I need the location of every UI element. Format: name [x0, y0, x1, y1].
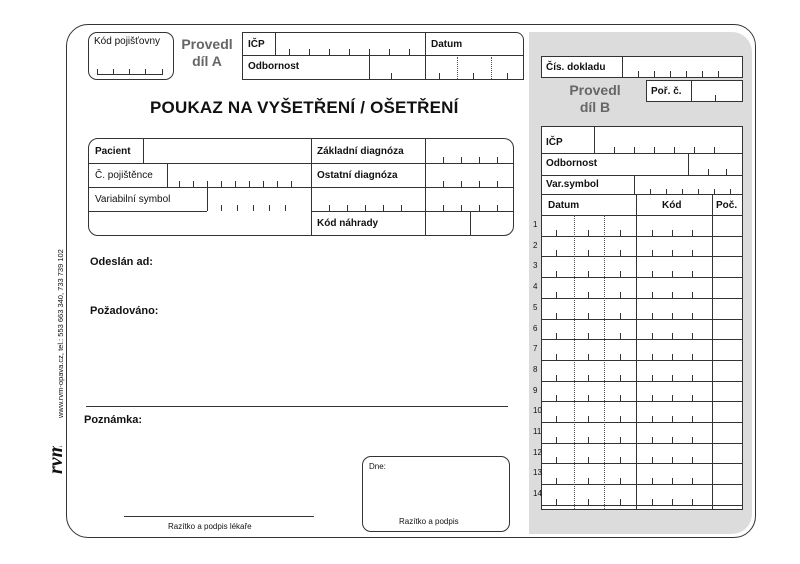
row-tick: [620, 375, 621, 381]
row-tick: [556, 271, 557, 277]
b-kod-header: Kód: [662, 200, 682, 211]
row-tick: [588, 250, 589, 256]
row-tick: [620, 499, 621, 505]
table-row-line: [542, 463, 742, 464]
row-number: 12: [533, 447, 542, 457]
icp-datum-grid: [242, 32, 524, 80]
por-c-label: Poř. č.: [651, 86, 682, 97]
row-number: 10: [533, 406, 542, 416]
row-tick: [652, 333, 653, 339]
row-tick: [556, 230, 557, 236]
pozadovano-label: Požadováno:: [90, 305, 159, 317]
row-tick: [672, 416, 673, 422]
provedl-a: [176, 36, 238, 70]
row-tick: [588, 478, 589, 484]
row-number: 4: [533, 282, 538, 292]
variabilni-symbol-label: Variabilní symbol: [95, 194, 171, 205]
zakladni-diagnoza-label: Základní diagnóza: [317, 146, 404, 157]
razitko-label: Razítko a podpis: [399, 517, 459, 526]
row-number: 9: [533, 385, 538, 395]
row-tick: [652, 395, 653, 401]
row-tick: [588, 313, 589, 319]
row-tick: [588, 375, 589, 381]
row-tick: [620, 354, 621, 360]
row-tick: [588, 230, 589, 236]
row-tick: [652, 313, 653, 319]
row-tick: [620, 313, 621, 319]
row-tick: [620, 230, 621, 236]
row-tick: [692, 271, 693, 277]
stamp-box[interactable]: [362, 456, 510, 532]
c-pojistence-label: Č. pojištěnce: [95, 170, 153, 181]
row-tick: [620, 333, 621, 339]
b-odbornost-label: Odbornost: [546, 158, 598, 169]
table-row-line: [542, 401, 742, 402]
row-tick: [672, 478, 673, 484]
row-tick: [672, 375, 673, 381]
svg-text:rvm: rvm: [45, 446, 67, 474]
row-tick: [620, 395, 621, 401]
row-tick: [692, 457, 693, 463]
row-tick: [652, 437, 653, 443]
row-tick: [692, 354, 693, 360]
row-tick: [692, 416, 693, 422]
row-tick: [556, 292, 557, 298]
row-tick: [652, 478, 653, 484]
row-tick: [672, 313, 673, 319]
row-tick: [652, 354, 653, 360]
por-c-box[interactable]: [646, 80, 743, 102]
odbornost-label: Odbornost: [248, 61, 300, 72]
row-tick: [588, 292, 589, 298]
row-tick: [672, 437, 673, 443]
cis-dokladu-box[interactable]: [541, 56, 743, 78]
row-number: 7: [533, 344, 538, 354]
row-tick: [556, 313, 557, 319]
separator-line: [86, 406, 508, 407]
row-tick: [556, 375, 557, 381]
row-tick: [652, 457, 653, 463]
row-number: 14: [533, 489, 542, 499]
poznamka-label: Poznámka:: [84, 414, 143, 426]
row-tick: [620, 250, 621, 256]
ostatni-diagnoza-label: Ostatní diagnóza: [317, 170, 398, 181]
table-row-line: [542, 256, 742, 257]
row-number: 2: [533, 240, 538, 250]
b-poc-header: Poč.: [716, 200, 738, 211]
table-row-line: [542, 505, 742, 506]
cis-dokladu-label: Čís. dokladu: [546, 62, 606, 73]
row-tick: [620, 437, 621, 443]
row-tick: [672, 230, 673, 236]
row-tick: [672, 250, 673, 256]
table-row-line: [542, 422, 742, 423]
b-datum-header: Datum: [548, 200, 580, 211]
row-tick: [556, 395, 557, 401]
row-tick: [588, 395, 589, 401]
kod-nahrady-label: Kód náhrady: [317, 218, 379, 229]
signature-line: [124, 516, 314, 517]
row-tick: [588, 437, 589, 443]
row-tick: [652, 230, 653, 236]
row-tick: [692, 250, 693, 256]
row-number: 3: [533, 261, 538, 271]
rvm-logo: [42, 446, 68, 476]
row-tick: [588, 416, 589, 422]
kod-pojistovny-label: Kód pojišťovny: [94, 36, 161, 47]
row-tick: [556, 416, 557, 422]
table-row-line: [542, 319, 742, 320]
row-tick: [588, 271, 589, 277]
row-tick: [556, 250, 557, 256]
table-row-line: [542, 298, 742, 299]
row-tick: [620, 271, 621, 277]
row-number: 6: [533, 323, 538, 333]
row-number: 1: [533, 220, 538, 229]
kod-pojistovny-box[interactable]: [88, 32, 174, 80]
row-tick: [556, 499, 557, 505]
part-b-table: [541, 194, 743, 510]
row-tick: [672, 354, 673, 360]
table-row-line: [542, 443, 742, 444]
row-tick: [692, 499, 693, 505]
datum-label: Datum: [431, 39, 463, 50]
provedl-b: [560, 82, 630, 116]
row-tick: [672, 457, 673, 463]
row-tick: [692, 395, 693, 401]
var-symbol-label: Var.symbol: [546, 179, 599, 190]
provedl-a-line2: díl A: [192, 53, 222, 69]
row-tick: [556, 333, 557, 339]
row-tick: [556, 437, 557, 443]
row-tick: [672, 333, 673, 339]
row-tick: [588, 457, 589, 463]
row-tick: [556, 457, 557, 463]
row-tick: [652, 499, 653, 505]
row-tick: [588, 499, 589, 505]
b-icp-label: IČP: [546, 137, 563, 148]
row-tick: [692, 375, 693, 381]
row-number: 5: [533, 302, 538, 312]
razitko-lekare-label: Razítko a podpis lékaře: [168, 522, 252, 531]
row-number: 11: [533, 427, 542, 436]
provedl-a-line1: Provedl: [181, 36, 233, 52]
row-tick: [588, 354, 589, 360]
row-tick: [556, 354, 557, 360]
row-tick: [692, 478, 693, 484]
row-tick: [556, 478, 557, 484]
odeslan-ad-label: Odeslán ad:: [90, 256, 153, 268]
row-tick: [620, 478, 621, 484]
icp-label: IČP: [248, 39, 265, 50]
part-b-id-block: [541, 126, 743, 196]
table-row-line: [542, 381, 742, 382]
row-tick: [588, 333, 589, 339]
row-tick: [652, 416, 653, 422]
row-tick: [652, 250, 653, 256]
table-row-line: [542, 277, 742, 278]
row-number: 13: [533, 468, 542, 478]
form-title: POUKAZ NA VYŠETŘENÍ / OŠETŘENÍ: [150, 98, 459, 117]
row-number: 8: [533, 364, 538, 374]
row-tick: [620, 457, 621, 463]
row-tick: [620, 292, 621, 298]
row-tick: [692, 333, 693, 339]
table-row-line: [542, 484, 742, 485]
row-tick: [652, 375, 653, 381]
patient-block: [88, 138, 514, 236]
row-tick: [692, 230, 693, 236]
table-row-line: [542, 236, 742, 237]
pacient-label: Pacient: [95, 146, 131, 157]
row-tick: [692, 292, 693, 298]
provedl-b-line2: díl B: [579, 99, 611, 115]
row-tick: [620, 416, 621, 422]
row-tick: [672, 499, 673, 505]
row-tick: [692, 437, 693, 443]
row-tick: [672, 271, 673, 277]
row-tick: [692, 313, 693, 319]
dne-label: Dne:: [369, 462, 386, 471]
row-tick: [652, 292, 653, 298]
contact-text: www.rvm-opava.cz, tel.: 553 663 340, 733 739 102: [56, 249, 65, 418]
table-row-line: [542, 339, 742, 340]
provedl-b-line1: Provedl: [569, 82, 621, 98]
row-tick: [672, 395, 673, 401]
table-row-line: [542, 360, 742, 361]
row-tick: [652, 271, 653, 277]
row-tick: [672, 292, 673, 298]
